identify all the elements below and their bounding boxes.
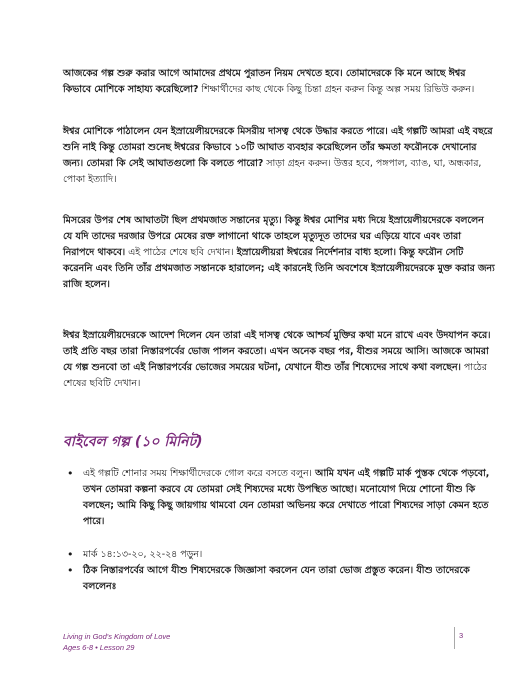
bullet-list-2 bbox=[63, 547, 495, 595]
paragraph-plagues-note: সাড়া গ্রহন করুন। উত্তর হবে, পঙ্গপাল, ব্যাঙ, ঘা, অন্ধকার, পোকা ইত্যাদি। bbox=[63, 158, 482, 185]
paragraph-plagues bbox=[63, 124, 495, 188]
section-heading: বাইবেল গল্প (১০ মিনিট) bbox=[63, 434, 203, 450]
paragraph-review bbox=[63, 66, 495, 98]
footer-divider bbox=[454, 627, 455, 649]
bullet-list bbox=[63, 466, 495, 530]
paragraph-celebration bbox=[63, 328, 495, 392]
paragraph-celebration-note: পাঠের শেষের ছবিটি দেখান। bbox=[63, 362, 487, 389]
paragraph-passover-bold-2: ইস্রায়েলীয়রা ঈশ্বরের নির্দেশনার বাধ্য হলো। কিন্তু ফরৌন সেটি করেননি এবং তিনি তাঁর প্রথমজাত সন্তানকে হারালেন; এই কারনেই তিনি অবশেষে ইস্রায়েলীয়দেরকে মুক্ত করার জন্য রাজি হলেন। bbox=[63, 247, 495, 290]
paragraph-review-bold: আজকের গল্প শুরু করার আগে আমাদের প্রথমে পুরাতন নিয়ম দেখতে হবে। তোমাদেরকে কি মনে আছে ঈশ্বর কিভাবে মোশিকে সাহায্য করেছিলো? bbox=[63, 68, 466, 95]
paragraph-passover-bold: মিসরের উপর শেষ আঘাতটা ছিল প্রথমজাত সন্তানের মৃত্যু। কিন্তু ঈশ্বর মোশির মধ্য দিয়ে ইস্রায়েলীয়দেরকে বললেন যে যদি তাদের দরজার উপরে মেষের রক্ত লাগানো থাকে তাহলে মৃত্যুদূত তাদের ঘর এড়িয়ে যাবে এবং তারা নিরাপদে থাকবে। bbox=[63, 215, 484, 258]
paragraph-plagues-bold: ঈশ্বর মোশিকে পাঠালেন যেন ইস্রায়েলীয়দেরকে মিসরীয় দাসত্ব থেকে উদ্ধার করতে পারে। এই গল্পটি আমরা এই বছরে শুনি নাই কিন্তু তোমরা শুনেছ ঈশ্বরের কিভাবে ১০টি আঘাত ব্যবহার করেছিলেন তাঁর ক্ষমতা ফরৌনকে দেখানোর জন্য। তোমরা কি সেই আঘাতগুলো কি বলতে পারো? bbox=[63, 126, 493, 169]
bullet-2-text: মার্ক ১৪:১৩-২০, ২২-২৪ পড়ুন। bbox=[83, 549, 203, 560]
bullet-1-bold: আমি যখন এই গল্পটি মার্ক পুস্তক থেকে পড়বো, তখন তোমরা কল্পনা করবে যে তোমরা সেই শিষ্যদের মধ্যে উপস্থিত আছো। মনোযোগ দিয়ে শোনো যীশু কি বলছেন; আমি কিছু কিছু জায়গায় থামবো যেন তোমরা অভিনয় করে দেখাতে পারো শিষ্যদের সাড়া কেমন হতে পারে। bbox=[83, 468, 490, 527]
bullet-3-bold: ঠিক নিস্তারপর্বের আগে যীশু শিষ্যদেরকে জিজ্ঞাসা করলেন যেন তারা ভোজ প্রস্তুত করেন। যীশু তাদেরকে বললেনঃ bbox=[83, 565, 470, 592]
list-item bbox=[63, 466, 495, 530]
list-item bbox=[63, 563, 495, 595]
paragraph-celebration-bold: ঈশ্বর ইস্রায়েলীয়দেরকে আদেশ দিলেন যেন তারা এই দাসত্ব থেকে আশ্চর্য মুক্তির কথা মনে রাখে এবং উদযাপন করে। তাই প্রতি বছর তারা নিস্তারপর্বের ভোজ পালন করতো। এখন অনেক বছর পর, যীশুর সময়ে আসি। আজকে আমরা যে গল্প শুনবো তা এই নিস্তারপর্বের ভোজের সময়ের ঘটনা, যেখানে যীশু তাঁর শিষ্যেদের সাথে কথা বলছেন। bbox=[63, 330, 491, 373]
footer bbox=[63, 631, 170, 653]
list-item bbox=[63, 547, 495, 563]
footer-lesson: Ages 6-8 • Lesson 29 bbox=[63, 643, 135, 652]
page-number: 3 bbox=[459, 631, 464, 640]
paragraph-passover-note: এই পাঠের শেষে ছবি দেখান। bbox=[125, 247, 234, 258]
footer-title: Living in God's Kingdom of Love bbox=[63, 632, 171, 641]
paragraph-review-note: শিক্ষার্থীদের কাছ থেকে কিছু চিন্তা গ্রহন করুন কিন্তু অল্প সময় রিভিউ করুন। bbox=[198, 84, 475, 95]
paragraph-passover bbox=[63, 213, 495, 293]
bullet-1-note: এই গল্পটি শোনার সময় শিক্ষার্থীদেরকে গোল করে বসতে বলুন। bbox=[83, 468, 312, 479]
